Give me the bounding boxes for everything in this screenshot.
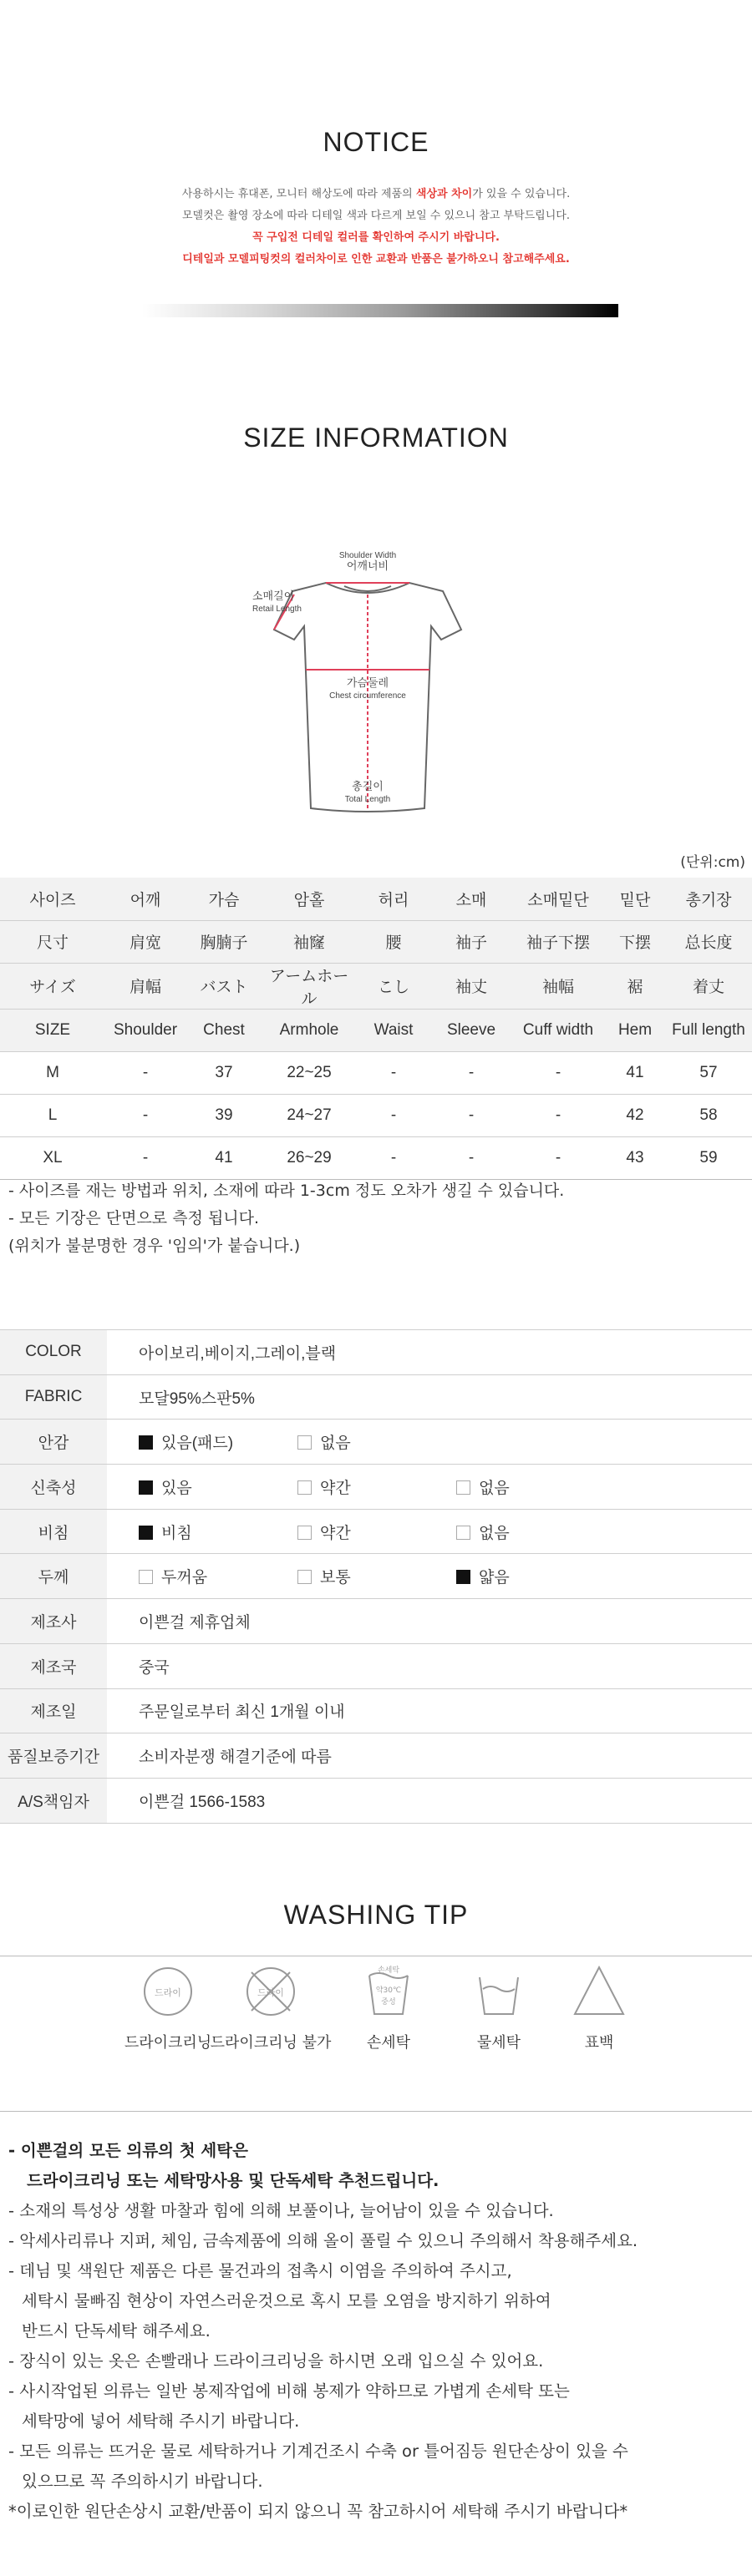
size-header-cell: 腰	[356, 920, 431, 963]
size-header-cell: 总长度	[665, 920, 752, 963]
spec-row-color	[0, 1330, 752, 1375]
option-label: 보통	[320, 1569, 351, 1587]
size-header-cell: こし	[356, 963, 431, 1009]
tip-line: - 소재의 특성상 생활 마찰과 힘에 의해 보풀이나, 늘어남이 있을 수 있습니다.	[8, 2201, 554, 2220]
size-notes	[8, 1177, 564, 1260]
spec-label: COLOR	[0, 1330, 107, 1375]
size-header-cell: 袖窿	[262, 920, 356, 963]
size-cell: -	[390, 1106, 397, 1124]
spec-row-stretch	[0, 1465, 752, 1510]
size-cell: L	[48, 1106, 58, 1124]
spec-row-country	[0, 1643, 752, 1688]
size-cell: -	[468, 1063, 475, 1081]
spec-row-fabric	[0, 1374, 752, 1420]
size-row	[0, 1136, 752, 1179]
size-cell: -	[431, 1136, 511, 1179]
washing-tips	[8, 2136, 744, 2527]
size-table	[0, 878, 752, 1180]
tip-line: 반드시 단독세탁 해주세요.	[22, 2321, 211, 2341]
svg-text:손세탁: 손세탁	[377, 1966, 400, 1975]
size-header-cell: 밑단	[605, 878, 665, 920]
size-header-cell: Chest	[185, 1009, 262, 1051]
option-label: 없음	[479, 1524, 510, 1542]
tip-line: - 모든 의류는 뜨거운 물로 세탁하거나 기계건조시 수축 or 틀어짐등 원단손상이 있을 수	[8, 2442, 628, 2461]
size-cell: 22~25	[287, 1063, 332, 1081]
tshirt-diagram	[242, 543, 493, 818]
wash-label: 물세탁	[476, 2034, 521, 2052]
checkbox-checked-icon	[139, 1435, 153, 1450]
size-header-row	[0, 920, 752, 963]
size-header-cell: Armhole	[262, 1009, 356, 1051]
size-header-cell: 袖丈	[431, 963, 511, 1009]
tip-line: 세탁망에 넣어 세탁해 주시기 바랍니다.	[22, 2412, 300, 2431]
size-header-cell: SIZE	[0, 1009, 105, 1051]
washing-title: WASHING TIP	[283, 1900, 469, 1930]
chest-label-en: Chest circumference	[329, 691, 406, 701]
notice-title: NOTICE	[323, 127, 429, 157]
wash-item-no-dryclean	[208, 1962, 333, 2054]
size-header-cell: 袖子	[431, 920, 511, 963]
spec-row-maker	[0, 1599, 752, 1644]
size-header-cell: 尺寸	[0, 920, 105, 963]
checkbox-empty-icon	[456, 1480, 470, 1495]
size-cell: 42	[626, 1106, 644, 1124]
sleeve-label-ko: 소매길이	[252, 590, 295, 603]
tip-bold: - 이쁜걸의 모든 의류의 첫 세탁은	[8, 2141, 248, 2160]
spec-value: 모달95%스판5%	[107, 1374, 752, 1420]
notice-text: 가 있을 수 있습니다.	[472, 188, 571, 200]
option-label: 약간	[320, 1479, 351, 1497]
unit-label: (단위:cm)	[680, 854, 745, 871]
water-wash-icon	[470, 1962, 528, 2021]
size-row	[0, 1094, 752, 1136]
notice-line-2: 모델컷은 촬영 장소에 따라 디테일 색과 다르게 보일 수 있으니 참고 부탁드립니다.	[181, 210, 570, 222]
spec-value: 아이보리,베이지,그레이,블랙	[107, 1330, 752, 1375]
spec-table	[0, 1329, 752, 1824]
chest-label-ko: 가슴둘레	[346, 677, 389, 690]
spec-row-sheer	[0, 1509, 752, 1554]
size-cell: -	[142, 1106, 149, 1124]
spec-row-lining	[0, 1420, 752, 1465]
checkbox-empty-icon	[456, 1526, 470, 1540]
size-cell: 39	[215, 1106, 233, 1124]
spec-value: 이쁜걸 제휴업체	[107, 1599, 752, 1644]
spec-option	[456, 1475, 615, 1498]
size-header-cell: Cuff width	[511, 1009, 605, 1051]
size-note: - 사이즈를 재는 방법과 위치, 소재에 따라 1-3cm 정도 오차가 생길 수 있습니다.	[8, 1182, 565, 1200]
size-header-cell: Sleeve	[431, 1009, 511, 1051]
spec-label: FABRIC	[0, 1374, 107, 1420]
spec-option	[297, 1565, 456, 1587]
tip-line: - 악세사리류나 지퍼, 체임, 금속제품에 의해 올이 풀릴 수 있으니 주의해서 착용해주세요.	[8, 2231, 638, 2250]
size-header-cell: 肩宽	[105, 920, 185, 963]
checkbox-checked-icon	[456, 1570, 470, 1584]
size-header-row	[0, 1009, 752, 1051]
spec-value: 중국	[107, 1643, 752, 1688]
spec-label: 제조국	[0, 1643, 107, 1688]
size-cell: -	[142, 1063, 149, 1081]
spec-label: A/S책임자	[0, 1778, 107, 1823]
spec-option	[456, 1521, 615, 1543]
spec-label: 신축성	[0, 1465, 107, 1510]
option-label: 약간	[320, 1524, 351, 1542]
size-cell: -	[468, 1106, 475, 1124]
notice-line-4: 디테일과 모델피팅컷의 컬러차이로 인한 교환과 반품은 불가하오니 참고해주세요.	[182, 253, 570, 266]
size-row	[0, 1051, 752, 1094]
size-cell: 58	[699, 1106, 718, 1124]
spec-option	[297, 1430, 456, 1453]
spec-option	[139, 1565, 297, 1587]
bleach-icon	[570, 1962, 628, 2021]
checkbox-empty-icon	[297, 1526, 312, 1540]
size-cell: 41	[185, 1136, 262, 1179]
option-label: 두꺼움	[161, 1569, 208, 1587]
length-label-en: Total Length	[344, 795, 391, 804]
notice-line-3: 꼭 구입전 디테일 컬러를 확인하여 주시기 바랍니다.	[252, 231, 500, 244]
size-cell: -	[555, 1106, 561, 1124]
spec-option	[297, 1521, 456, 1543]
shoulder-label-en: Shoulder Width	[338, 551, 397, 560]
spec-label: 안감	[0, 1420, 107, 1465]
length-label-ko: 총길이	[352, 781, 384, 793]
tip-bold: 드라이크리닝 또는 세탁망사용 및 단독세탁 추천드립니다.	[27, 2171, 440, 2190]
tip-line: 세탁시 물빠짐 현상이 자연스러운것으로 혹시 모를 오염을 방지하기 위하여	[22, 2291, 551, 2310]
size-header-cell: 어깨	[105, 878, 185, 920]
svg-text:중성: 중성	[381, 1998, 396, 2007]
notice-highlight: 색상과 차이	[415, 188, 473, 200]
shoulder-label-ko: 어깨너비	[346, 560, 389, 573]
size-header-cell: Hem	[605, 1009, 665, 1051]
spec-row-warranty	[0, 1733, 752, 1779]
no-dry-clean-icon	[241, 1962, 300, 2021]
size-header-cell: サイズ	[0, 963, 105, 1009]
spec-option	[139, 1521, 297, 1543]
notice-line-1	[0, 184, 752, 205]
size-header-cell: 胸腩子	[185, 920, 262, 963]
size-header-cell: 袖幅	[511, 963, 605, 1009]
spec-row-thickness	[0, 1554, 752, 1599]
size-cell: 41	[626, 1063, 644, 1081]
size-note: (위치가 불분명한 경우 '임의'가 붙습니다.)	[8, 1237, 301, 1255]
size-header-cell: Shoulder	[105, 1009, 185, 1051]
spec-option	[139, 1430, 297, 1453]
spec-option	[456, 1565, 615, 1587]
size-header-row	[0, 963, 752, 1009]
notice-text: 사용하시는 휴대폰, 모니터 해상도에 따라 제품의	[181, 188, 416, 200]
size-header-cell: 袖子下摆	[511, 920, 605, 963]
spec-value: 주문일로부터 최신 1개월 이내	[107, 1688, 752, 1733]
checkbox-empty-icon	[297, 1435, 312, 1450]
size-cell: -	[356, 1136, 431, 1179]
size-cell: 37	[215, 1063, 233, 1081]
wash-item-bleach	[536, 1962, 662, 2054]
size-header-cell: アームホール	[262, 963, 356, 1009]
svg-text:드라이: 드라이	[257, 1987, 284, 1998]
size-header-row	[0, 878, 752, 920]
size-header-cell: 암홀	[262, 878, 356, 920]
dry-clean-icon	[139, 1962, 197, 2021]
size-header-cell: 소매밑단	[511, 878, 605, 920]
spec-value: 소비자분쟁 해결기준에 따름	[107, 1733, 752, 1779]
size-cell: M	[46, 1063, 59, 1081]
checkbox-checked-icon	[139, 1480, 153, 1495]
size-header-cell: Full length	[665, 1009, 752, 1051]
tip-line: 있으므로 꼭 주의하시기 바랍니다.	[22, 2472, 263, 2491]
option-label: 얇음	[479, 1569, 510, 1587]
wash-label: 드라이크리닝 불가	[210, 2034, 332, 2052]
spec-option	[297, 1475, 456, 1498]
size-cell: 24~27	[287, 1106, 332, 1124]
size-cell: 59	[665, 1136, 752, 1179]
svg-text:드라이: 드라이	[155, 1987, 181, 1998]
tip-line: - 데님 및 색원단 제품은 다른 물건과의 접촉시 이염을 주의하여 주시고,	[8, 2261, 512, 2280]
option-label: 없음	[479, 1479, 510, 1497]
divider	[0, 2111, 752, 2112]
size-header-cell: 裾	[605, 963, 665, 1009]
size-note: - 모든 기장은 단면으로 측정 됩니다.	[8, 1209, 260, 1227]
spec-row-as	[0, 1778, 752, 1823]
spec-label: 두께	[0, 1554, 107, 1599]
tip-line: - 장식이 있는 옷은 손빨래나 드라이크리닝을 하시면 오래 입으실 수 있어요.	[8, 2351, 544, 2371]
gradient-bar	[142, 304, 618, 317]
svg-text:약30℃: 약30℃	[375, 1986, 402, 1995]
size-header-cell: バスト	[185, 963, 262, 1009]
size-header-cell: 下摆	[605, 920, 665, 963]
tip-line: - 사시작업된 의류는 일반 봉제작업에 비해 봉제가 약하므로 가볍게 손세탁 또는	[8, 2381, 570, 2401]
size-cell: -	[555, 1063, 561, 1081]
size-header-cell: 허리	[356, 878, 431, 920]
size-header-cell: Waist	[356, 1009, 431, 1051]
wash-item-handwash	[326, 1962, 451, 2054]
size-header-cell: 肩幅	[105, 963, 185, 1009]
checkbox-checked-icon	[139, 1526, 153, 1540]
size-header-cell: 사이즈	[0, 878, 105, 920]
size-cell: XL	[0, 1136, 105, 1179]
size-header-cell: 着丈	[665, 963, 752, 1009]
hand-wash-icon	[359, 1962, 418, 2021]
option-label: 있음(패드)	[161, 1435, 234, 1453]
spec-row-date	[0, 1688, 752, 1733]
spec-option	[139, 1475, 297, 1498]
checkbox-empty-icon	[139, 1570, 153, 1584]
wash-label: 드라이크리닝	[124, 2034, 212, 2052]
wash-label: 손세탁	[366, 2034, 411, 2052]
spec-label: 비침	[0, 1509, 107, 1554]
size-cell: -	[105, 1136, 185, 1179]
size-cell: 57	[699, 1063, 718, 1081]
spec-label: 품질보증기간	[0, 1733, 107, 1779]
option-label: 있음	[161, 1479, 192, 1497]
sleeve-label-en: Retail Length	[252, 605, 302, 614]
size-header-cell: 총기장	[665, 878, 752, 920]
option-label: 없음	[320, 1435, 351, 1453]
tip-line: *이로인한 원단손상시 교환/반품이 되지 않으니 꼭 참고하시어 세탁해 주시기 바랍니다*	[8, 2502, 628, 2521]
size-cell: 43	[605, 1136, 665, 1179]
spec-label: 제조사	[0, 1599, 107, 1644]
checkbox-empty-icon	[297, 1570, 312, 1584]
size-header-cell: 가슴	[185, 878, 262, 920]
wash-label: 표백	[584, 2034, 614, 2052]
size-cell: 26~29	[262, 1136, 356, 1179]
checkbox-empty-icon	[297, 1480, 312, 1495]
spec-value: 이쁜걸 1566-1583	[107, 1778, 752, 1823]
size-cell: -	[390, 1063, 397, 1081]
option-label: 비침	[161, 1524, 192, 1542]
spec-label: 제조일	[0, 1688, 107, 1733]
size-info-title: SIZE INFORMATION	[243, 423, 509, 453]
size-cell: -	[511, 1136, 605, 1179]
size-header-cell: 소매	[431, 878, 511, 920]
